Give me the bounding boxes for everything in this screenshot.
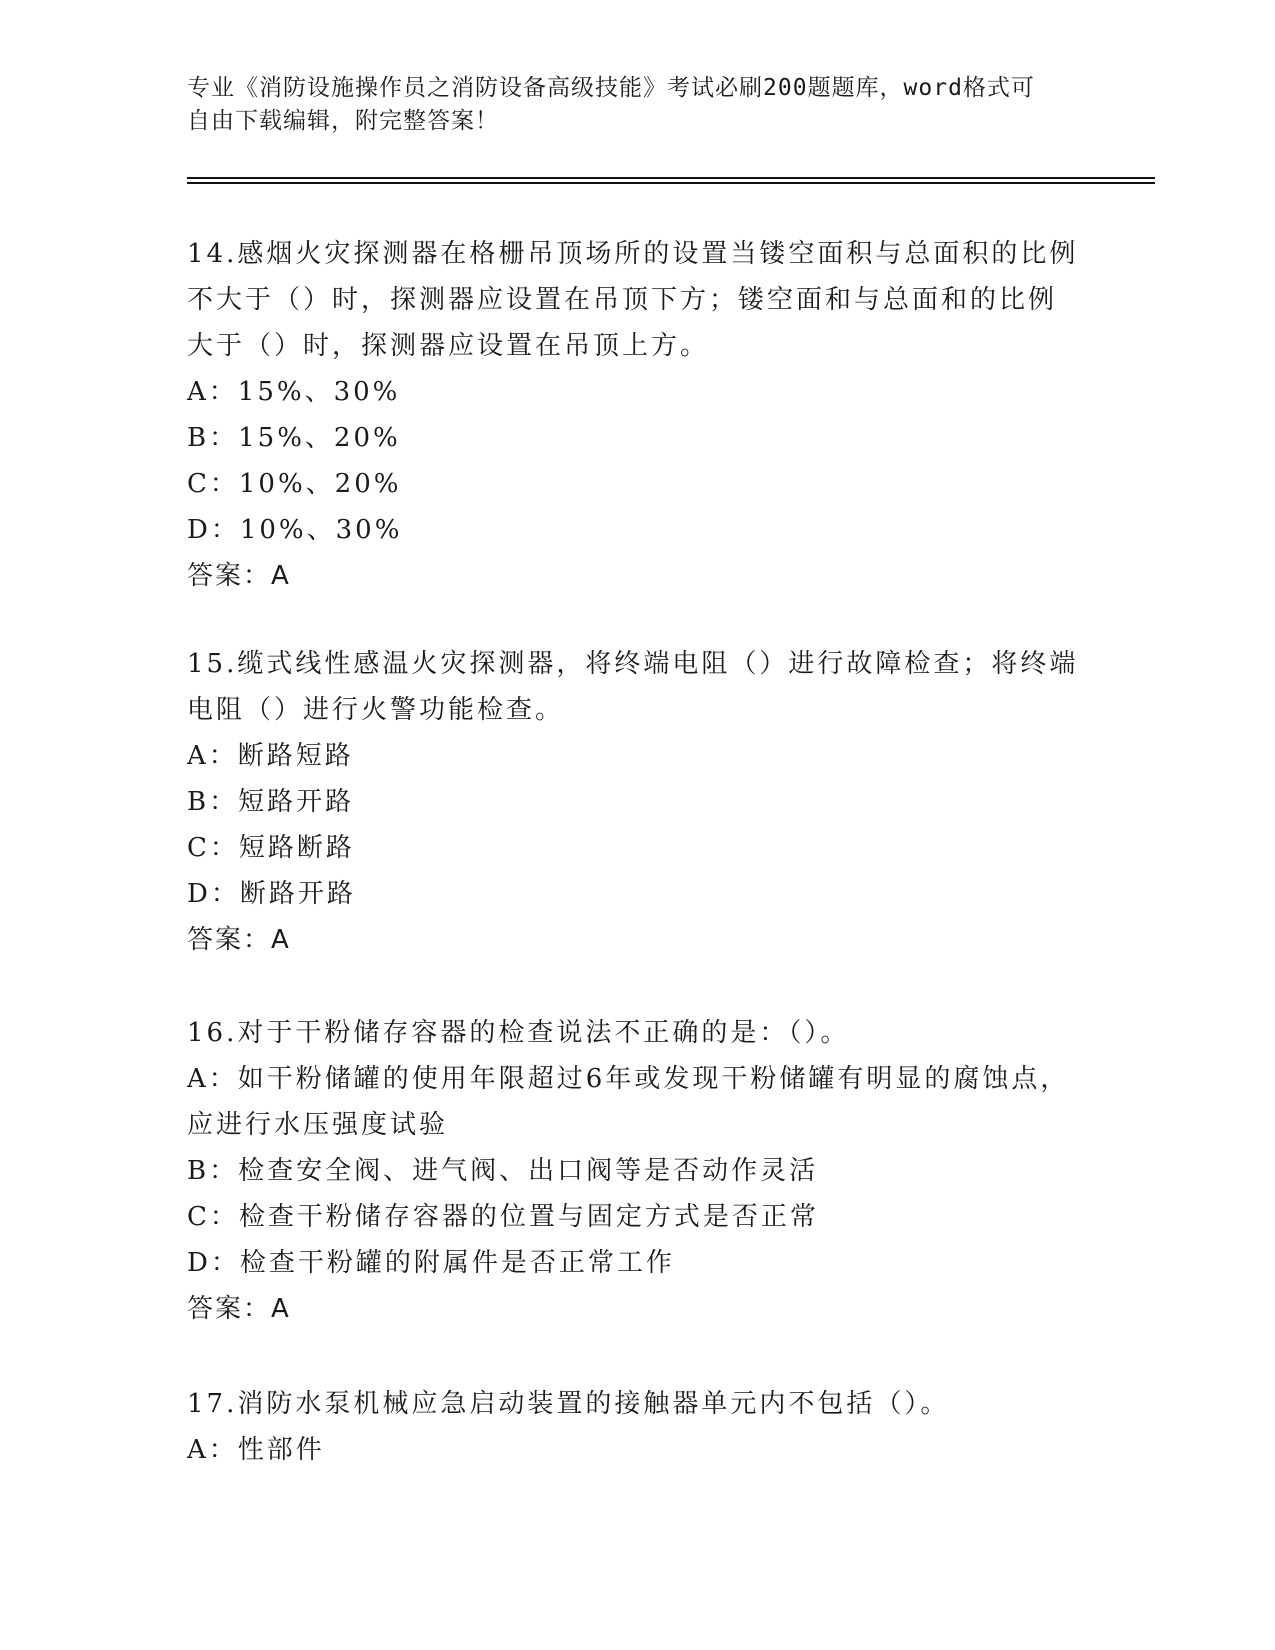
option-b: B：检查安全阀、进气阀、出口阀等是否动作灵活 xyxy=(187,1156,819,1186)
question-stem-line: 大于（）时，探测器应设置在吊顶上方。 xyxy=(187,331,710,361)
header-divider-bottom xyxy=(187,182,1155,184)
option-c: C：10%、20% xyxy=(187,469,402,499)
question-stem-line: 14.感烟火灾探测器在格栅吊顶场所的设置当镂空面积与总面积的比例 xyxy=(187,239,1079,269)
option-a: A：性部件 xyxy=(187,1435,325,1465)
option-a-continued: 应进行水压强度试验 xyxy=(187,1110,449,1140)
document-header xyxy=(187,72,1087,138)
answer-line: 答案：A xyxy=(187,1294,291,1324)
option-b: B：15%、20% xyxy=(187,423,401,453)
question-stem-line: 电阻（）进行火警功能检查。 xyxy=(187,695,565,725)
question-stem-line: 不大于（）时，探测器应设置在吊顶下方；镂空面和与总面和的比例 xyxy=(187,285,1058,315)
option-d: D：10%、30% xyxy=(187,515,403,545)
question-stem-line: 16.对于干粉储存容器的检查说法不正确的是：（）。 xyxy=(187,1018,850,1048)
question-stem-line: 17.消防水泵机械应急启动装置的接触器单元内不包括（）。 xyxy=(187,1389,950,1419)
option-c: C：检查干粉储存容器的位置与固定方式是否正常 xyxy=(187,1202,819,1232)
question-15 xyxy=(187,641,1087,963)
option-a: A：15%、30% xyxy=(187,377,401,407)
option-d: D：断路开路 xyxy=(187,879,356,909)
option-a: A：断路短路 xyxy=(187,741,354,771)
question-14 xyxy=(187,231,1087,599)
answer-line: 答案：A xyxy=(187,925,291,955)
header-line-2: 自由下载编辑，附完整答案！ xyxy=(187,108,499,134)
option-c: C：短路断路 xyxy=(187,833,355,863)
question-stem-line: 15.缆式线性感温火灾探测器，将终端电阻（）进行故障检查；将终端 xyxy=(187,649,1079,679)
option-d: D：检查干粉罐的附属件是否正常工作 xyxy=(187,1248,675,1278)
answer-line: 答案：A xyxy=(187,561,291,591)
header-divider-top xyxy=(187,177,1155,179)
header-line-1: 专业《消防设施操作员之消防设备高级技能》考试必刷200题题库，word格式可 xyxy=(187,75,1035,101)
question-16 xyxy=(187,1010,1087,1332)
option-a: A：如干粉储罐的使用年限超过6年或发现干粉储罐有明显的腐蚀点， xyxy=(187,1064,1070,1094)
question-17 xyxy=(187,1381,1087,1473)
option-b: B：短路开路 xyxy=(187,787,355,817)
